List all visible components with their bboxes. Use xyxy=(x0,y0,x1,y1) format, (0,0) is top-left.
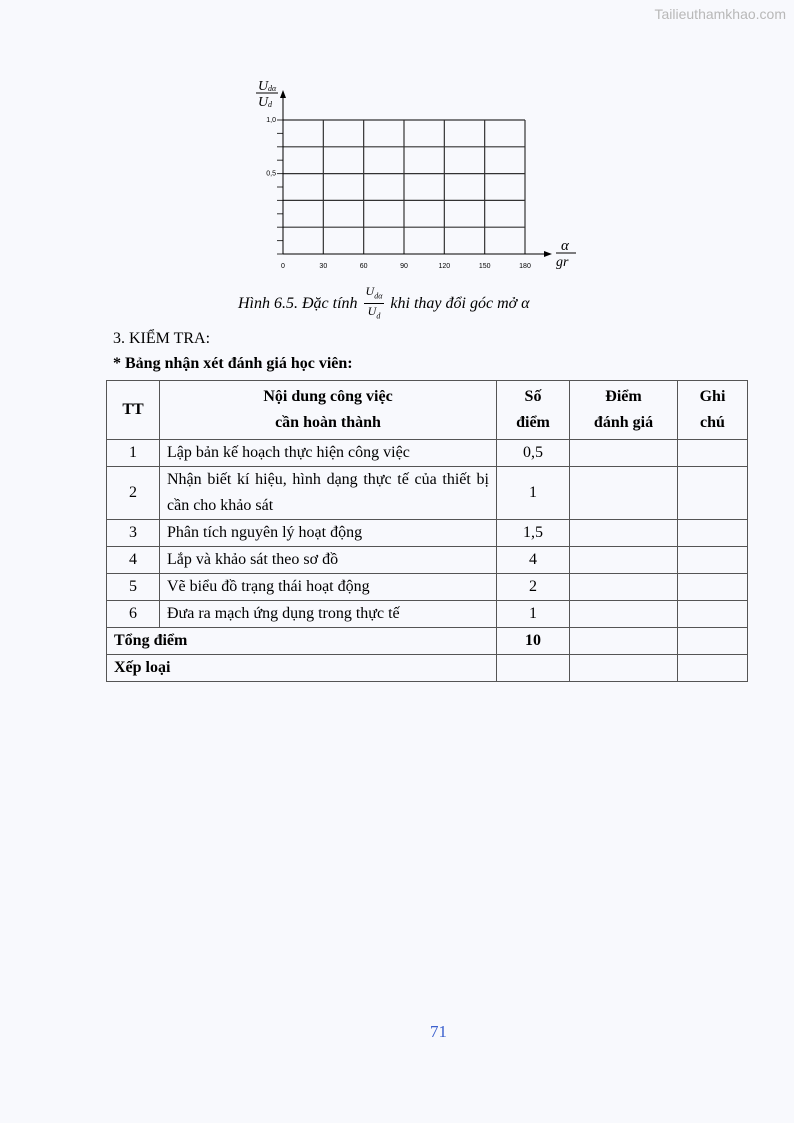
evaluation-table xyxy=(106,380,748,682)
y-tick-label: 0,5 xyxy=(266,170,276,178)
table-row xyxy=(107,440,748,467)
row-score: 1 xyxy=(497,467,570,520)
x-tick-label: 120 xyxy=(438,263,451,270)
row-note-cell xyxy=(678,440,748,467)
x-label-den: gr xyxy=(556,255,569,270)
row-eval-cell xyxy=(570,547,678,574)
watermark: Tailieuthamkhao.com xyxy=(654,6,786,22)
y-axis-arrow xyxy=(280,90,286,98)
caption-den: U xyxy=(367,304,377,319)
y-label-den-sub: d xyxy=(268,100,272,109)
header-note: Ghi chú xyxy=(678,381,748,440)
x-tick-label: 150 xyxy=(478,263,491,270)
header-eval: Điểm đánh giá xyxy=(570,381,678,440)
total-row xyxy=(107,628,748,655)
row-eval-cell xyxy=(570,440,678,467)
row-tt: 2 xyxy=(107,467,160,520)
rank-note-cell xyxy=(678,655,748,682)
caption-den-sub: d xyxy=(376,311,381,321)
row-eval-cell xyxy=(570,520,678,547)
characteristic-chart xyxy=(240,70,585,275)
y-label-num-sub: dα xyxy=(268,84,277,93)
row-note-cell xyxy=(678,467,748,520)
x-tick-label: 30 xyxy=(319,263,328,270)
table-title: * Bảng nhận xét đánh giá học viên: xyxy=(113,355,353,372)
row-content: Phân tích nguyên lý hoạt động xyxy=(160,520,497,547)
row-score: 1,5 xyxy=(497,520,570,547)
table-row xyxy=(107,547,748,574)
row-tt: 4 xyxy=(107,547,160,574)
row-content: Vẽ biểu đồ trạng thái hoạt động xyxy=(160,574,497,601)
row-content: Nhận biết kí hiệu, hình dạng thực tế của thiết bị cần cho khảo sát xyxy=(160,467,497,520)
row-eval-cell xyxy=(570,601,678,628)
total-score: 10 xyxy=(497,628,570,655)
caption-num-sub: dα xyxy=(374,291,383,301)
figure-caption xyxy=(238,284,530,324)
row-note-cell xyxy=(678,601,748,628)
total-label: Tổng điểm xyxy=(107,628,497,655)
rank-row xyxy=(107,655,748,682)
row-tt: 3 xyxy=(107,520,160,547)
row-score: 2 xyxy=(497,574,570,601)
row-eval-cell xyxy=(570,467,678,520)
row-tt: 1 xyxy=(107,440,160,467)
table-row xyxy=(107,601,748,628)
header-content: Nội dung công việc cần hoàn thành xyxy=(160,381,497,440)
table-header xyxy=(107,381,748,440)
row-content: Đưa ra mạch ứng dụng trong thực tế xyxy=(160,601,497,628)
total-eval-cell xyxy=(570,628,678,655)
caption-suffix: khi thay đổi góc mở α xyxy=(390,294,530,312)
rank-eval-cell xyxy=(570,655,678,682)
row-score: 1 xyxy=(497,601,570,628)
row-tt: 5 xyxy=(107,574,160,601)
y-label-den: U xyxy=(258,95,269,110)
x-tick-label: 60 xyxy=(359,263,368,270)
header-tt: TT xyxy=(107,381,160,440)
x-tick-label: 0 xyxy=(281,263,285,270)
rank-score-cell xyxy=(497,655,570,682)
row-score: 0,5 xyxy=(497,440,570,467)
row-tt: 6 xyxy=(107,601,160,628)
table-row xyxy=(107,520,748,547)
total-note-cell xyxy=(678,628,748,655)
row-note-cell xyxy=(678,574,748,601)
row-content: Lắp và khảo sát theo sơ đồ xyxy=(160,547,497,574)
x-axis-arrow xyxy=(544,251,552,257)
section-heading: 3. KIỂM TRA: xyxy=(113,330,211,347)
x-label-num: α xyxy=(561,238,569,254)
caption-prefix: Hình 6.5. Đặc tính xyxy=(238,294,358,312)
header-score: Số điểm xyxy=(497,381,570,440)
x-tick-label: 180 xyxy=(519,263,531,270)
row-score: 4 xyxy=(497,547,570,574)
row-note-cell xyxy=(678,520,748,547)
caption-num: U xyxy=(365,284,375,298)
row-note-cell xyxy=(678,547,748,574)
caption-fraction xyxy=(364,284,385,324)
row-eval-cell xyxy=(570,574,678,601)
page-number: 71 xyxy=(430,1022,447,1041)
table-row xyxy=(107,574,748,601)
x-tick-label: 90 xyxy=(400,263,408,270)
table-row xyxy=(107,467,748,520)
y-tick-label: 1,0 xyxy=(266,117,276,124)
rank-label: Xếp loại xyxy=(107,655,497,682)
row-content: Lập bản kế hoạch thực hiện công việc xyxy=(160,440,497,467)
y-label-num: U xyxy=(258,79,269,94)
